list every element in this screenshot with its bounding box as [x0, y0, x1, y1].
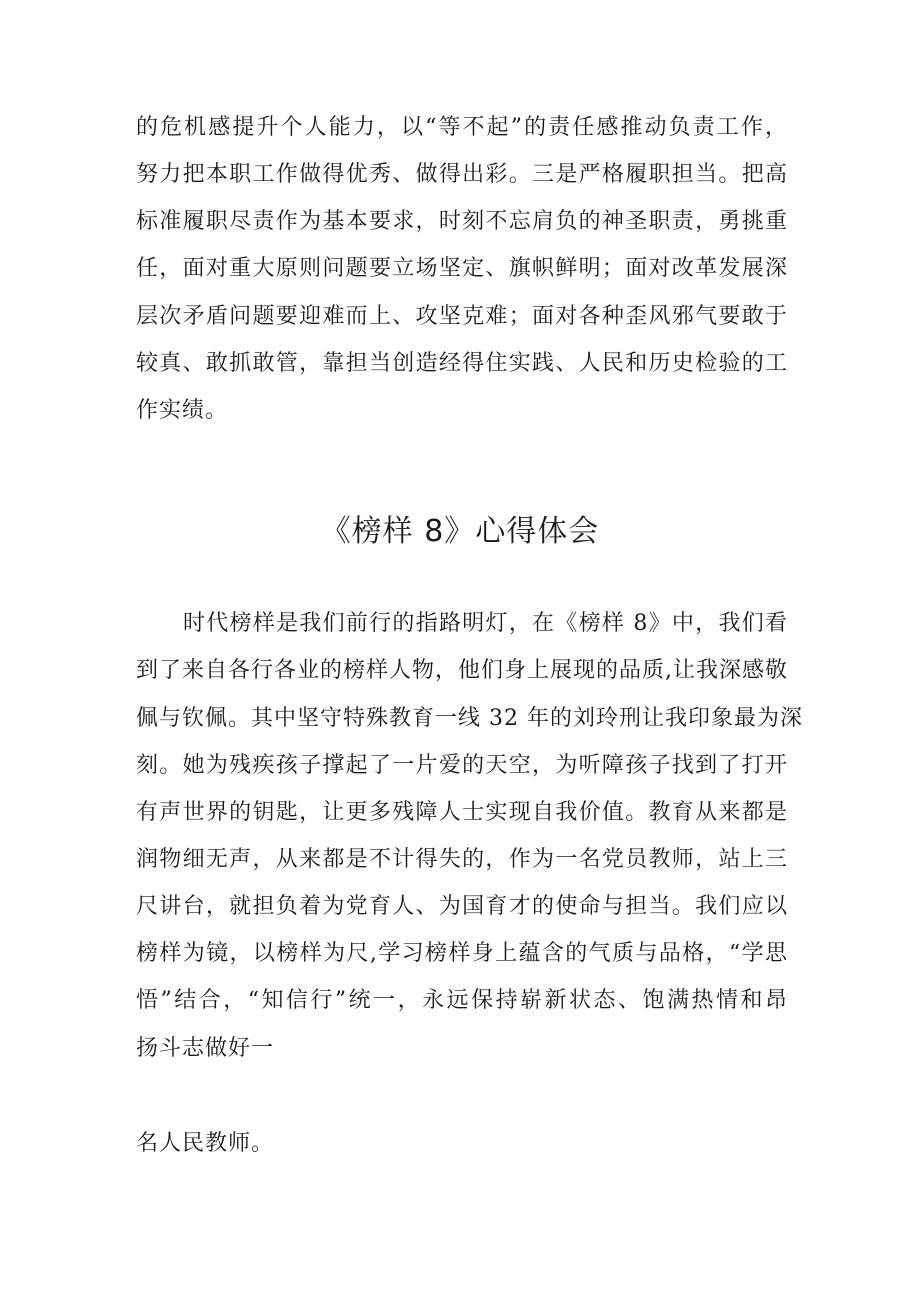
paragraph-line: 标准履职尽责作为基本要求，时刻不忘肩负的神圣职责，勇挑重 [136, 209, 788, 234]
paragraph-line: 名人民教师。 [136, 1131, 275, 1156]
paragraph-line: 有声世界的钥匙，让更多残障人士实现自我价值。教育从来都是 [136, 800, 788, 825]
section-title: 《榜样 8》心得体会 [320, 514, 600, 549]
paragraph-line: 榜样为镜，以榜样为尺,学习榜样身上蕴含的气质与品格，“学思 [136, 941, 788, 966]
paragraph-line: 悟”结合，“知信行”统一，永远保持崭新状态、饱满热情和昂 [136, 988, 788, 1013]
paragraph-line: 作实绩。 [136, 398, 229, 423]
paragraph-line: 任，面对重大原则问题要立场坚定、旗帜鲜明；面对改革发展深 [136, 256, 788, 281]
paragraph-line: 润物细无声，从来都是不计得失的，作为一名党员教师，站上三 [136, 847, 788, 872]
paragraph-line: 刻。她为残疾孩子撑起了一片爱的天空，为听障孩子找到了打开 [136, 753, 788, 778]
paragraph-line: 层次矛盾问题要迎难而上、攻坚克难；面对各种歪风邪气要敢于 [136, 304, 788, 329]
paragraph-line: 尺讲台，就担负着为党育人、为国育才的使命与担当。我们应以 [136, 894, 788, 919]
paragraph-line: 佩与钦佩。其中坚守特殊教育一线 32 年的刘玲刑让我印象最为深 [136, 706, 803, 731]
paragraph-line: 时代榜样是我们前行的指路明灯，在《榜样 8》中，我们看 [183, 611, 788, 636]
paragraph-line: 扬斗志做好一 [136, 1036, 275, 1061]
paragraph-line: 较真、敢抓敢管，靠担当创造经得住实践、人民和历史检验的工 [136, 351, 788, 376]
paragraph-line: 努力把本职工作做得优秀、做得出彩。三是严格履职担当。把高 [136, 162, 788, 187]
paragraph-line: 的危机感提升个人能力，以“等不起”的责任感推动负责工作， [136, 115, 788, 140]
paragraph-line: 到了来自各行各业的榜样人物，他们身上展现的品质,让我深感敬 [136, 658, 788, 683]
